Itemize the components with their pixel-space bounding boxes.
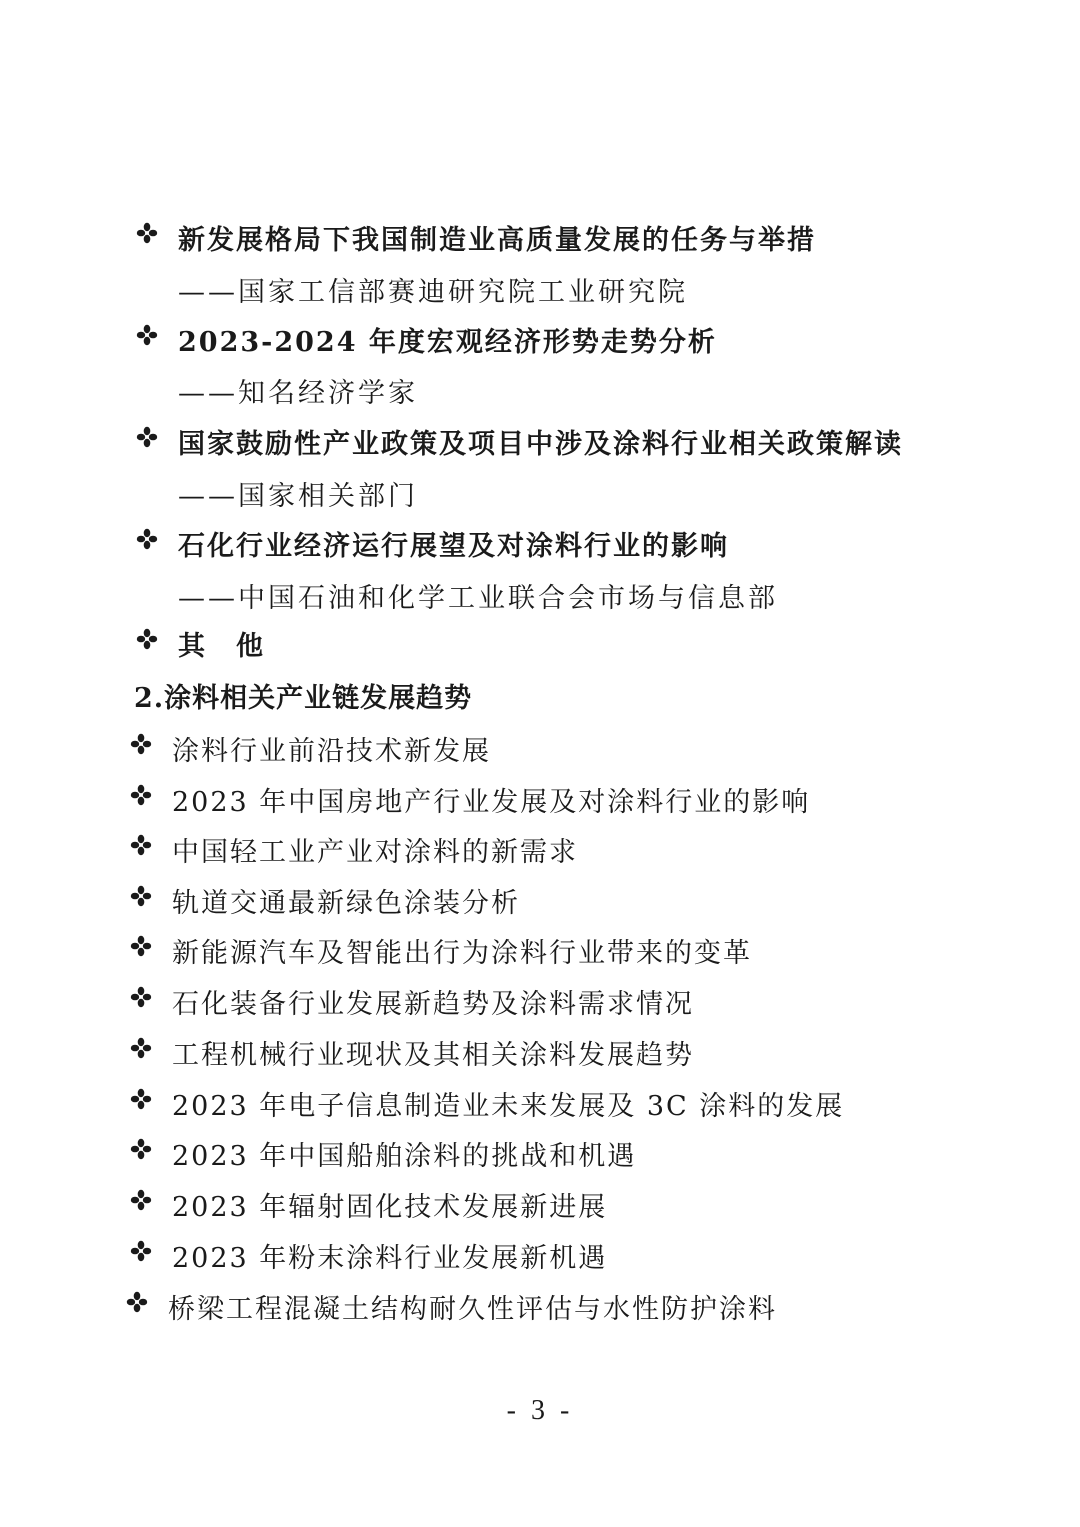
four-petal-bullet-icon xyxy=(130,784,152,806)
agenda-item-source: ——中国石油和化学工业联合会市场与信息部 xyxy=(178,583,778,614)
agenda-item-title: 其 他 xyxy=(178,631,265,662)
list-item: 轨道交通最新绿色涂装分析 xyxy=(172,888,520,919)
list-item: 2023 年电子信息制造业未来发展及 3C 涂料的发展 xyxy=(172,1091,845,1122)
agenda-item-source: ——国家工信部赛迪研究院工业研究院 xyxy=(178,277,688,308)
agenda-item-source: ——知名经济学家 xyxy=(178,378,418,409)
agenda-item-title: 国家鼓励性产业政策及项目中涉及涂料行业相关政策解读 xyxy=(178,429,903,460)
list-item: 新能源汽车及智能出行为涂料行业带来的变革 xyxy=(172,938,752,969)
list-item: 石化装备行业发展新趋势及涂料需求情况 xyxy=(172,989,694,1020)
four-petal-bullet-icon xyxy=(130,1088,152,1110)
list-item: 2023 年中国船舶涂料的挑战和机遇 xyxy=(172,1141,637,1172)
four-petal-bullet-icon xyxy=(130,1037,152,1059)
agenda-item-title: 2023-2024 年度宏观经济形势走势分析 xyxy=(178,327,717,358)
four-petal-bullet-icon xyxy=(130,885,152,907)
four-petal-bullet-icon xyxy=(130,1189,152,1211)
agenda-item-source: ——国家相关部门 xyxy=(178,481,418,512)
list-item: 中国轻工业产业对涂料的新需求 xyxy=(172,837,578,868)
four-petal-bullet-icon xyxy=(136,528,158,550)
four-petal-bullet-icon xyxy=(130,733,152,755)
four-petal-bullet-icon xyxy=(130,1138,152,1160)
page-number: - 3 - xyxy=(506,1395,574,1426)
list-item: 2023 年中国房地产行业发展及对涂料行业的影响 xyxy=(172,787,811,818)
four-petal-bullet-icon xyxy=(130,1240,152,1262)
four-petal-bullet-icon xyxy=(126,1291,148,1313)
four-petal-bullet-icon xyxy=(130,834,152,856)
four-petal-bullet-icon xyxy=(136,222,158,244)
list-item: 2023 年粉末涂料行业发展新机遇 xyxy=(172,1243,608,1274)
agenda-item-title: 石化行业经济运行展望及对涂料行业的影响 xyxy=(178,531,729,562)
four-petal-bullet-icon xyxy=(130,935,152,957)
four-petal-bullet-icon xyxy=(136,324,158,346)
list-item: 桥梁工程混凝土结构耐久性评估与水性防护涂料 xyxy=(168,1294,777,1325)
agenda-item-title: 新发展格局下我国制造业高质量发展的任务与举措 xyxy=(178,225,816,256)
list-item: 2023 年辐射固化技术发展新进展 xyxy=(172,1192,608,1223)
four-petal-bullet-icon xyxy=(130,986,152,1008)
four-petal-bullet-icon xyxy=(136,426,158,448)
section-heading: 2.涂料相关产业链发展趋势 xyxy=(134,683,473,714)
list-item: 工程机械行业现状及其相关涂料发展趋势 xyxy=(172,1040,694,1071)
list-item: 涂料行业前沿技术新发展 xyxy=(172,736,491,767)
four-petal-bullet-icon xyxy=(136,628,158,650)
